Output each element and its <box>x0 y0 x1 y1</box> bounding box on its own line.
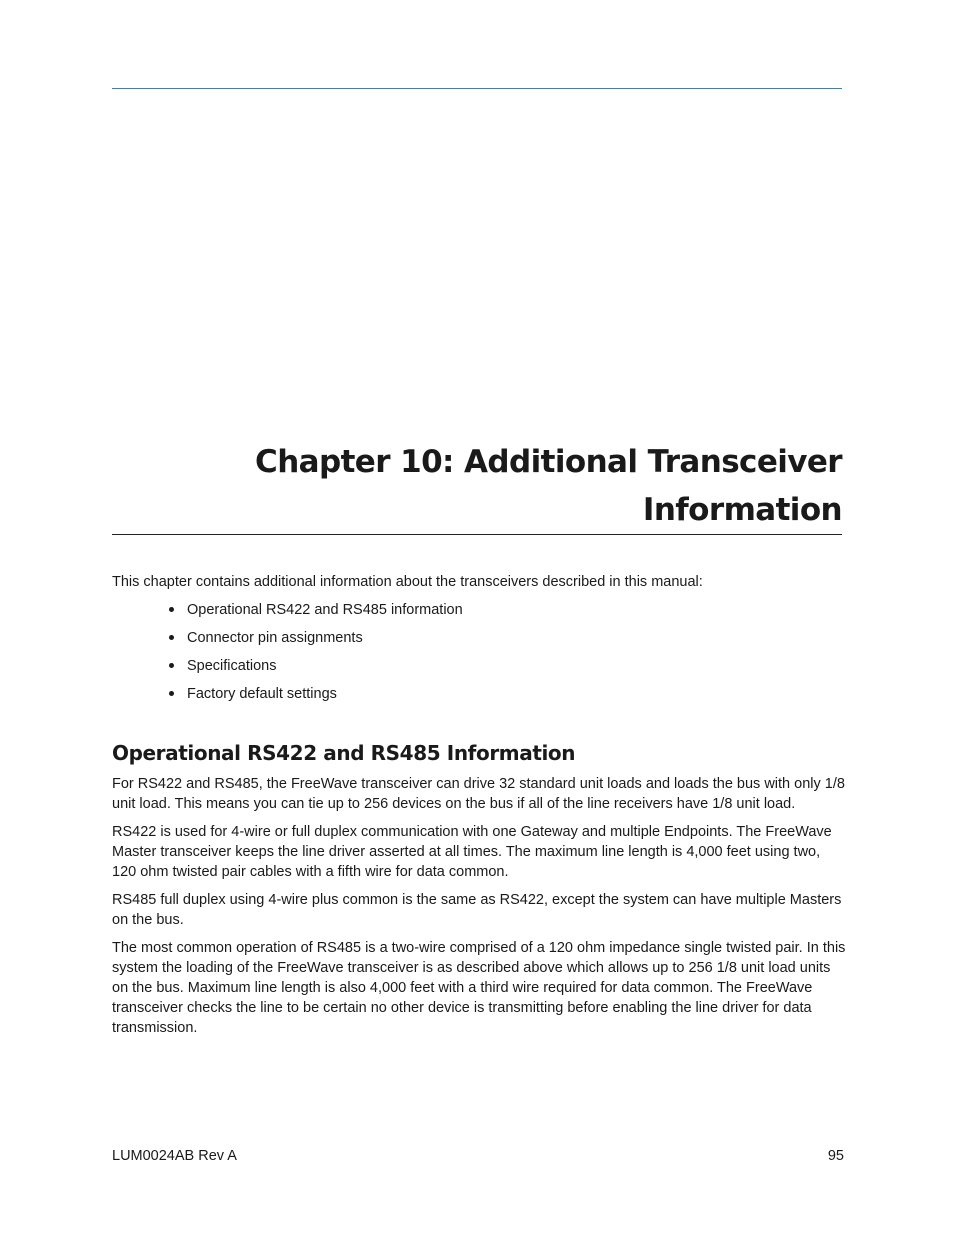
list-item-text: Factory default settings <box>187 686 337 702</box>
title-underline <box>112 534 842 535</box>
list-item-text: Specifications <box>187 658 277 674</box>
bullet-icon <box>169 663 174 668</box>
list-item <box>112 656 842 684</box>
list-item <box>112 600 842 628</box>
chapter-title-line-2: Information <box>642 492 842 528</box>
chapter-title <box>112 438 842 534</box>
body-paragraph: The most common operation of RS485 is a two-wire comprised of a 120 ohm impedance single twisted pair. In this system the loading of the FreeWave transceiver is as described above which allows up to 256 1/8 unit load units on the bus. Maximum line length is also 4,000 feet with a third wire required for data common. The FreeWave transceiver checks the line to be certain no other device is transmitting before enabling the line driver for data transmission. <box>112 940 846 1036</box>
body-paragraph: RS485 full duplex using 4-wire plus common is the same as RS422, except the system can have multiple Masters on the bus. <box>112 892 842 928</box>
bullet-icon <box>169 691 174 696</box>
bullet-icon <box>169 635 174 640</box>
chapter-title-line-1: Chapter 10: Additional Transceiver <box>255 444 842 480</box>
body-paragraph: RS422 is used for 4-wire or full duplex communication with one Gateway and multiple Endpoints. The FreeWave Master transceiver keeps the line driver asserted at all times. The maximum line length is 4,000 feet using two, 120 ohm twisted pair cables with a fifth wire for data common. <box>112 824 832 880</box>
list-item-text: Operational RS422 and RS485 information <box>187 602 463 618</box>
intro-paragraph: This chapter contains additional information about the transceivers described in this manual: <box>112 574 703 590</box>
topic-list <box>112 600 842 712</box>
section-body <box>112 774 846 1046</box>
bullet-icon <box>169 607 174 612</box>
list-item <box>112 684 842 712</box>
header-rule <box>112 88 842 89</box>
list-item <box>112 628 842 656</box>
body-paragraph: For RS422 and RS485, the FreeWave transceiver can drive 32 standard unit loads and loads the bus with only 1/8 unit load. This means you can tie up to 256 devices on the bus if all of the line receivers have 1/8 unit load. <box>112 776 845 812</box>
footer-doc-id: LUM0024AB Rev A <box>112 1148 237 1164</box>
list-item-text: Connector pin assignments <box>187 630 363 646</box>
footer-page-number: 95 <box>827 1148 844 1164</box>
section-heading: Operational RS422 and RS485 Information <box>112 741 576 765</box>
